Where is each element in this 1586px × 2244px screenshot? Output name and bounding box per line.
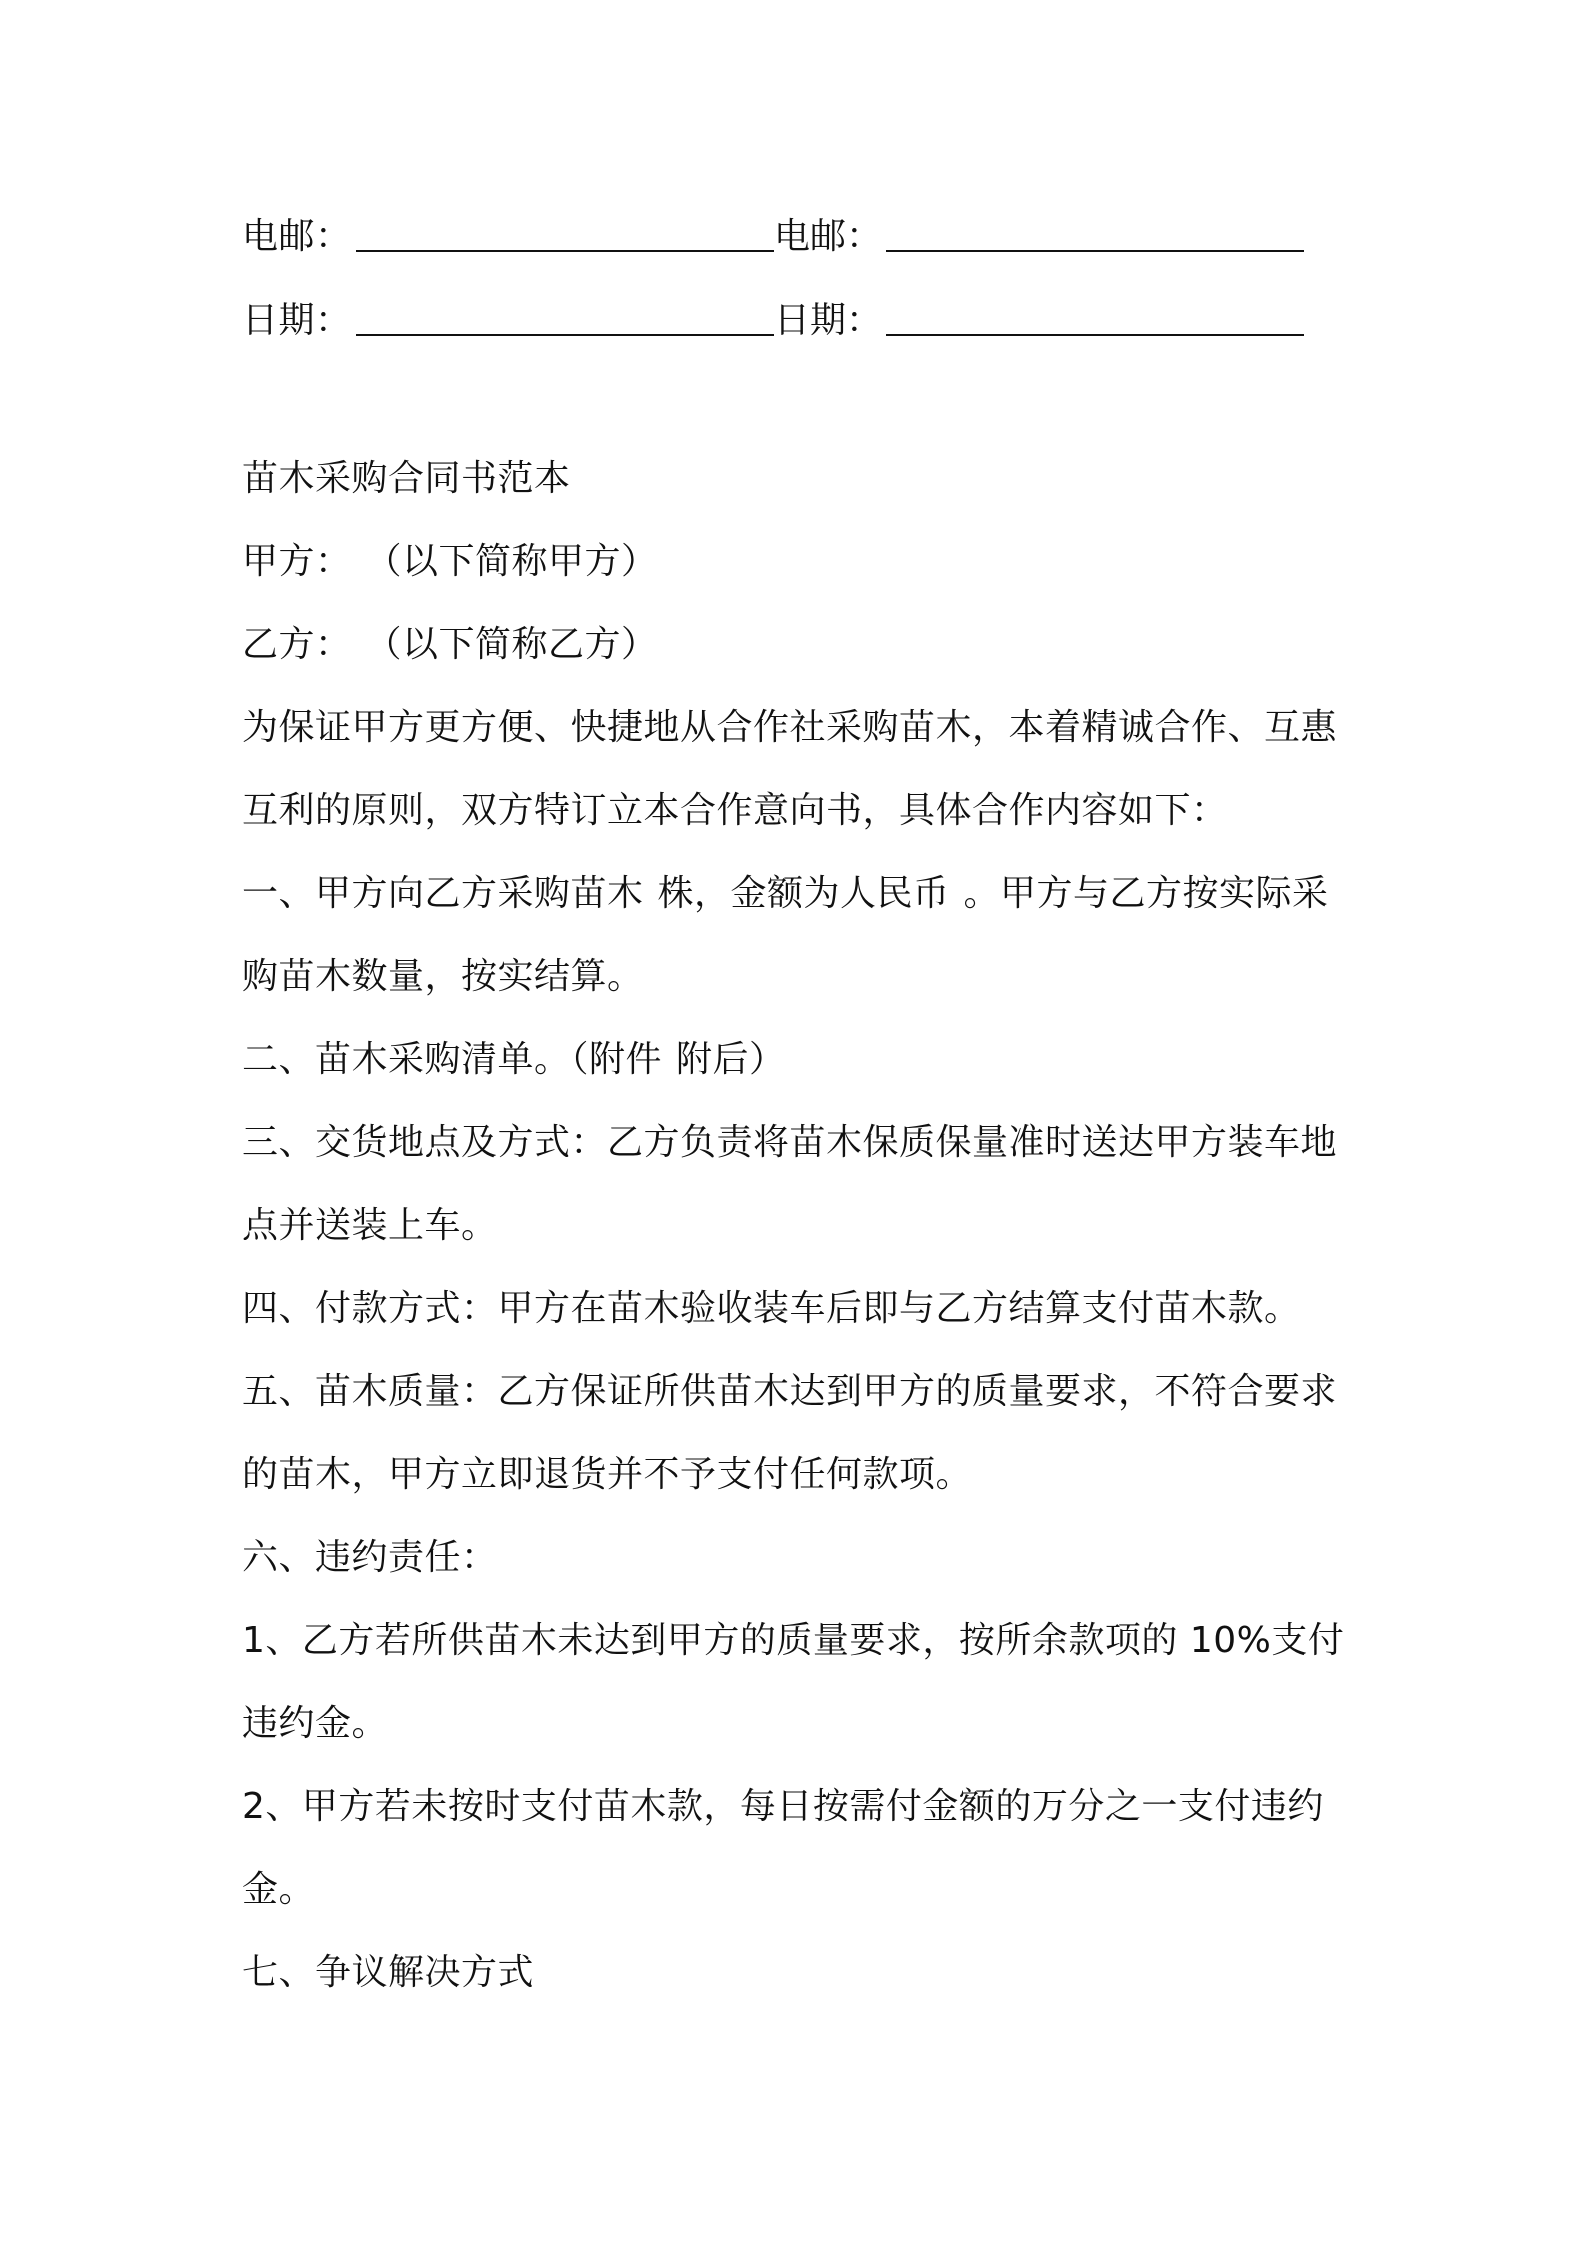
clause-1-line-1 [242, 870, 1329, 918]
party-a-line [242, 538, 658, 586]
clause-2-part-a: 二、苗木采购清单。（附件 [242, 1039, 663, 1080]
email-blank-left [356, 214, 774, 252]
date-label-left: 日期： [242, 300, 352, 341]
clause-5-line-2: 的苗木，甲方立即退货并不予支付任何款项。 [242, 1454, 973, 1495]
email-row [242, 210, 774, 261]
party-a-label: 甲方： [242, 541, 352, 582]
party-b-line [242, 621, 658, 669]
party-b-note: （以下简称乙方） [365, 624, 658, 665]
email-blank-right [886, 214, 1304, 252]
clause-3-line-1: 三、交货地点及方式：乙方负责将苗木保质保量准时送达甲方装车地 [242, 1122, 1338, 1163]
email-label-right: 电邮： [774, 216, 883, 257]
clause-6-item-2-line-2: 金。 [242, 1869, 316, 1910]
clause-6-item-1-line-2: 违约金。 [242, 1703, 389, 1744]
intro-line-2: 互利的原则，双方特订立本合作意向书，具体合作内容如下： [242, 790, 1228, 831]
email-right [774, 210, 1304, 261]
clause-2-part-b: 附后） [676, 1039, 786, 1080]
intro-line-1: 为保证甲方更方便、快捷地从合作社采购苗木，本着精诚合作、互惠 [242, 707, 1338, 748]
clause-1-line-2: 购苗木数量，按实结算。 [242, 956, 644, 997]
party-b-label: 乙方： [242, 624, 352, 665]
date-row [242, 294, 774, 345]
clause-1-part-b: 株，金额为人民币 [657, 873, 950, 914]
date-blank-right [886, 298, 1304, 336]
clause-6-item-1-line-1: 1、乙方若所供苗木未达到甲方的质量要求，按所余款项的 10%支付 [242, 1620, 1345, 1661]
clause-7-title: 七、争议解决方式 [242, 1952, 535, 1993]
date-right [774, 294, 1304, 345]
clause-4-line: 四、付款方式：甲方在苗木验收装车后即与乙方结算支付苗木款。 [242, 1288, 1301, 1329]
email-label-left: 电邮： [242, 216, 352, 257]
date-label-right: 日期： [774, 300, 883, 341]
clause-2-line [242, 1036, 786, 1084]
clause-6-title: 六、违约责任： [242, 1537, 498, 1578]
party-a-note: （以下简称甲方） [365, 541, 658, 582]
clause-1-part-a: 一、甲方向乙方采购苗木 [242, 873, 644, 914]
clause-6-item-2-line-1: 2、甲方若未按时支付苗木款，每日按需付金额的万分之一支付违约 [242, 1786, 1324, 1827]
date-blank-left [356, 298, 774, 336]
contract-title: 苗木采购合同书范本 [242, 458, 571, 499]
clause-5-line-1: 五、苗木质量：乙方保证所供苗木达到甲方的质量要求，不符合要求 [242, 1371, 1338, 1412]
clause-3-line-2: 点并送装上车。 [242, 1205, 498, 1246]
clause-1-part-c: 。甲方与乙方按实际采 [963, 873, 1329, 914]
